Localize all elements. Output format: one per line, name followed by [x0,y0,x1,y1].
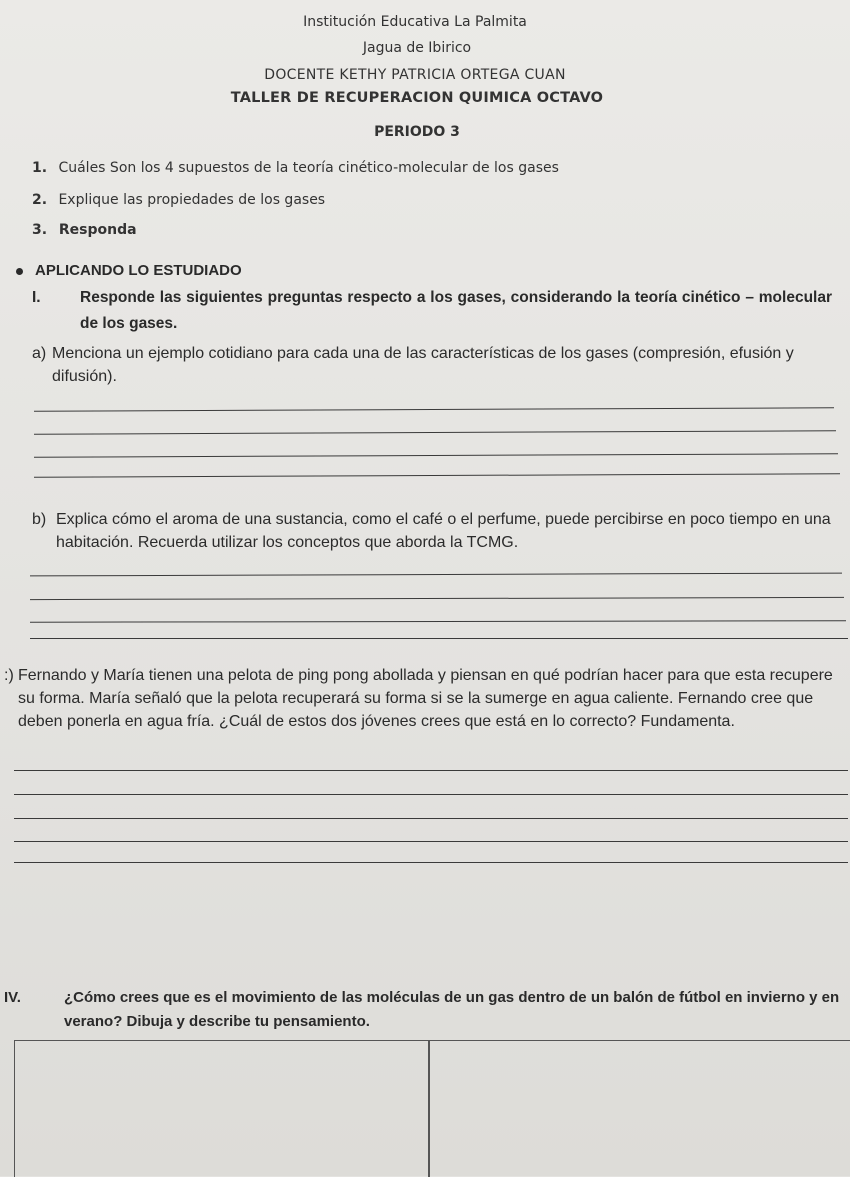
section-iv-text: ¿Cómo crees que es el movimiento de las moléculas de un gas dentro de un balón de fútbol en invierno y en verano? Dibuja y describe tu pensamiento. [64,989,840,1030]
section-iv [4,986,850,1034]
item-b-text: Explica cómo el aroma de una sustancia, como el café o el perfume, puede percibirse en poco tiempo en una habitación. Recuerda utilizar los conceptos que aborda la TCMG. [56,511,831,551]
question-3 [32,222,137,238]
section-heading-text: APLICANDO LO ESTUDIADO [35,262,242,279]
item-c-label: :) [4,667,14,684]
bullet-dot-icon [16,268,23,275]
item-c-text: Fernando y María tienen una pelota de ping pong abollada y piensan en qué podrían hacer para que esta recupere su forma. María señaló que la pelota recuperará su forma si se la sumerge en agua caliente. Fernando cree que deben ponerla en agua fría. ¿Cuál de estos dos jóvenes crees que está en lo correcto? Fundamenta. [18,667,833,730]
question-1 [32,160,559,176]
drawing-box-summer[interactable] [428,1040,850,1177]
period-label: PERIODO 3 [374,124,460,140]
item-b [32,508,850,554]
item-a-label: a) [32,345,47,362]
answer-line[interactable] [30,573,842,577]
answer-line[interactable] [14,770,848,771]
item-c [4,664,850,733]
worksheet-title: TALLER DE RECUPERACION QUIMICA OCTAVO [230,90,604,106]
section-i-text: Responde las siguientes preguntas respecto a los gases, considerando la teoría cinético – molecular de los gases. [80,289,832,332]
answer-line[interactable] [30,597,844,600]
question-text: Cuáles Son los 4 supuestos de la teoría cinético-molecular de los gases [58,160,559,176]
section-i-number: I. [32,289,41,306]
answer-line[interactable] [34,430,836,434]
teacher-name: DOCENTE KETHY PATRICIA ORTEGA CUAN [264,67,566,83]
section-heading [16,262,242,279]
section-iv-number: IV. [4,989,21,1006]
drawing-box-winter[interactable] [14,1040,430,1177]
answer-line[interactable] [14,818,848,819]
answer-line[interactable] [34,473,840,478]
answer-line[interactable] [30,620,846,622]
answer-line[interactable] [14,794,848,795]
answer-line[interactable] [14,862,848,863]
question-text: Explique las propiedades de los gases [58,192,326,208]
item-a-text: Menciona un ejemplo cotidiano para cada una de las características de los gases (compresión, efusión y difusión). [52,345,794,385]
item-b-label: b) [32,511,47,528]
answer-line[interactable] [30,638,848,639]
question-number: 2. [32,192,48,208]
question-2 [32,192,325,208]
section-i [32,285,832,337]
question-number: 1. [32,160,48,176]
answer-line[interactable] [34,453,838,458]
school-name: Institución Educativa La Palmita [303,14,527,30]
question-number: 3. [32,222,48,238]
school-location: Jagua de Ibirico [362,40,472,56]
question-text: Responda [58,222,137,238]
answer-line[interactable] [14,841,848,842]
item-a [32,342,842,388]
answer-line[interactable] [34,407,834,411]
